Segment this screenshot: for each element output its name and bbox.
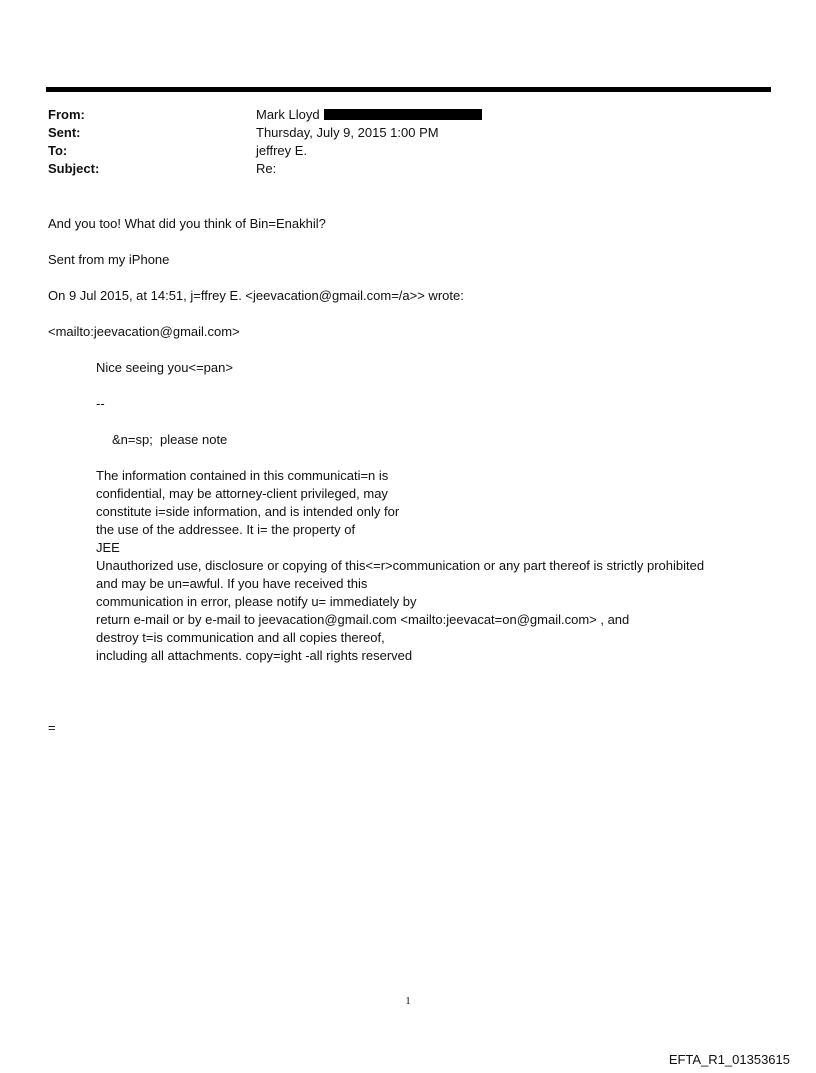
page-number: 1 (405, 995, 411, 1007)
quoted-greeting: Nice seeing you<=pan> (96, 360, 233, 375)
message-line: And you too! What did you think of Bin=Enakhil? (48, 216, 326, 231)
header-rule (46, 87, 771, 92)
from-value (256, 106, 482, 124)
disclaimer-line: and may be un=awful. If you have received this (96, 576, 368, 591)
disclaimer-line: destroy t=is communication and all copies thereof, (96, 630, 385, 645)
disclaimer-line: JEE (96, 540, 120, 555)
disclaimer-line: confidential, may be attorney-client privileged, may (96, 486, 388, 501)
disclaimer-line: The information contained in this communicati=n is (96, 468, 389, 483)
signature-line: Sent from my iPhone (48, 252, 170, 267)
please-note-line: &n=sp; please note (112, 432, 228, 447)
mailto-line: <mailto:jeevacation@gmail.com> (48, 324, 240, 339)
disclaimer-line: constitute i=side information, and is intended only for (96, 504, 400, 519)
from-label: From: (48, 107, 85, 122)
subject-value: Re: (256, 161, 277, 176)
disclaimer-line: the use of the addressee. It i= the property of (96, 522, 356, 537)
subject-label: Subject: (48, 161, 100, 176)
disclaimer-line: return e-mail or by e-mail to jeevacation@gmail.com <mailto:jeevacat=on@gmail.com> , and (96, 612, 630, 627)
separator-line: -- (96, 396, 105, 411)
disclaimer-line: Unauthorized use, disclosure or copying of this<=r>communication or any part thereof is strictly prohibited (96, 558, 705, 573)
sent-label: Sent: (48, 125, 81, 140)
sender-name: Mark Lloyd (256, 107, 320, 122)
sent-value: Thursday, July 9, 2015 1:00 PM (256, 125, 439, 140)
document-id: EFTA_R1_01353615 (668, 1052, 790, 1067)
disclaimer-line: communication in error, please notify u= immediately by (96, 594, 417, 609)
quote-intro: On 9 Jul 2015, at 14:51, j=ffrey E. <jeevacation@gmail.com=/a>> wrote: (48, 288, 464, 303)
to-value: jeffrey E. (256, 143, 308, 158)
disclaimer-line: including all attachments. copy=ight -all rights reserved (96, 648, 413, 663)
to-label: To: (48, 143, 68, 158)
trailing-equals: = (48, 720, 56, 735)
redaction-bar (324, 109, 482, 120)
